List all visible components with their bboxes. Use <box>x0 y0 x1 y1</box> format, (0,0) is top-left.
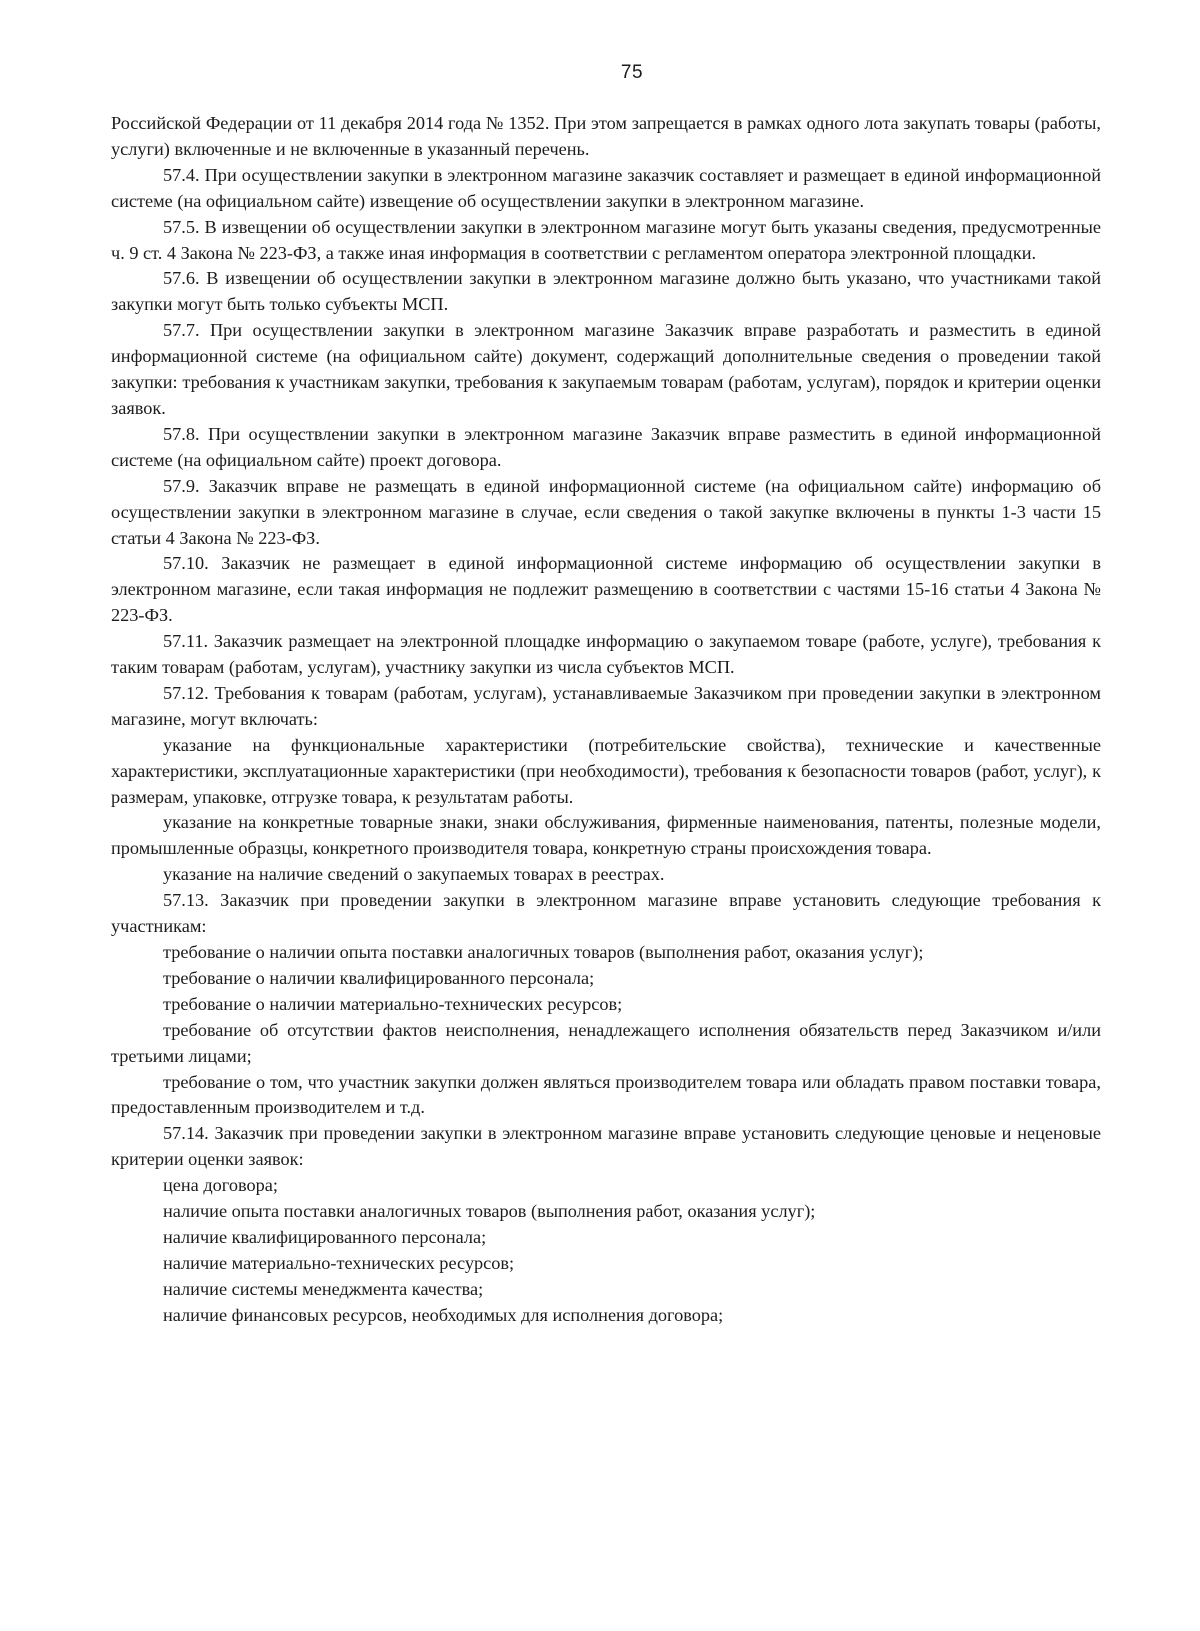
list-item: требование о наличии квалифицированного персонала; <box>163 967 595 988</box>
list-item: наличие квалифицированного персонала; <box>163 1226 487 1247</box>
paragraph: Российской Федерации от 11 декабря 2014 года № 1352. При этом запрещается в рамках одного лота закупать товары (работы, услуги) включенные и не включенные в указанный перечень. <box>111 113 1101 159</box>
paragraph-57-6: 57.6. В извещении об осуществлении закупки в электронном магазине должно быть указано, что участниками такой закупки могут быть только субъекты МСП. <box>111 268 1101 315</box>
list-item: требование о наличии опыта поставки аналогичных товаров (выполнения работ, оказания услуг); <box>163 942 924 962</box>
paragraph-57-8: 57.8. При осуществлении закупки в электронном магазине Заказчик вправе разместить в единой информационной системе (на официальном сайте) проект договора. <box>111 423 1101 470</box>
list-item: указание на конкретные товарные знаки, знаки обслуживания, фирменные наименования, патенты, полезные модели, промышленные образцы, конкретного производителя товара, конкретную страны происхождения товара. <box>111 812 1101 859</box>
list-item: цена договора; <box>163 1175 278 1196</box>
paragraph-57-10: 57.10. Заказчик не размещает в единой информационной системе информацию об осуществлении закупки в электронном магазине, если такая информация не подлежит размещению в соответствии с частями 15-16 статьи 4 Закона № 223-ФЗ. <box>111 553 1101 626</box>
page-number: 75 <box>620 62 644 83</box>
list-item: наличие системы менеджмента качества; <box>163 1278 484 1299</box>
paragraph-57-4: 57.4. При осуществлении закупки в электронном магазине заказчик составляет и размещает в единой информационной системе (на официальном сайте) извещение об осуществлении закупки в электронном магазине. <box>111 164 1101 211</box>
list-item: наличие опыта поставки аналогичных товаров (выполнения работ, оказания услуг); <box>163 1201 816 1222</box>
paragraph-57-14: 57.14. Заказчик при проведении закупки в электронном магазине вправе установить следующие ценовые и неценовые критерии оценки заявок: <box>111 1123 1101 1170</box>
list-item: наличие финансовых ресурсов, необходимых для исполнения договора; <box>163 1304 724 1325</box>
list-item: требование об отсутствии фактов неисполнения, ненадлежащего исполнения обязательств перед Заказчиком и/или третьими лицами; <box>111 1019 1101 1066</box>
paragraph-57-12: 57.12. Требования к товарам (работам, услугам), устанавливаемые Заказчиком при проведении закупки в электронном магазине, могут включать: <box>111 682 1101 729</box>
paragraph-57-13: 57.13. Заказчик при проведении закупки в электронном магазине вправе установить следующие требования к участникам: <box>111 890 1101 937</box>
list-item: указание на наличие сведений о закупаемых товарах в реестрах. <box>163 864 665 885</box>
list-item: указание на функциональные характеристики (потребительские свойства), технические и качественные характеристики, эксплуатационные характеристики (при необходимости), требования к безопасности товаров (работ, услуг), к размерам, упаковке, отгрузке товара, к результатам работы. <box>111 734 1101 807</box>
paragraph-57-7: 57.7. При осуществлении закупки в электронном магазине Заказчик вправе разработать и разместить в единой информационной системе (на официальном сайте) документ, содержащий дополнительные сведения о проведении такой закупки: требования к участникам закупки, требования к закупаемым товарам (работам, услугам), порядок и критерии оценки заявок. <box>111 320 1101 418</box>
list-item: требование о наличии материально-технических ресурсов; <box>163 993 623 1014</box>
list-item: требование о том, что участник закупки должен являться производителем товара или обладать правом поставки товара, предоставленным производителем и т.д. <box>111 1071 1101 1118</box>
paragraph-57-11: 57.11. Заказчик размещает на электронной площадке информацию о закупаемом товаре (работе, услуге), требования к таким товарам (работам, услугам), участнику закупки из числа субъектов МСП. <box>111 631 1101 678</box>
list-item: наличие материально-технических ресурсов; <box>163 1252 515 1273</box>
paragraph-57-9: 57.9. Заказчик вправе не размещать в единой информационной системе (на официальном сайте) информацию об осуществлении закупки в электронном магазине в случае, если сведения о такой закупке включены в пункты 1-3 части 15 статьи 4 Закона № 223-ФЗ. <box>111 475 1101 548</box>
paragraph-57-5: 57.5. В извещении об осуществлении закупки в электронном магазине могут быть указаны сведения, предусмотренные ч. 9 ст. 4 Закона № 223-ФЗ, а также иная информация в соответствии с регламентом оператора электронной площадки. <box>111 216 1101 263</box>
document-body <box>111 111 1101 1329</box>
